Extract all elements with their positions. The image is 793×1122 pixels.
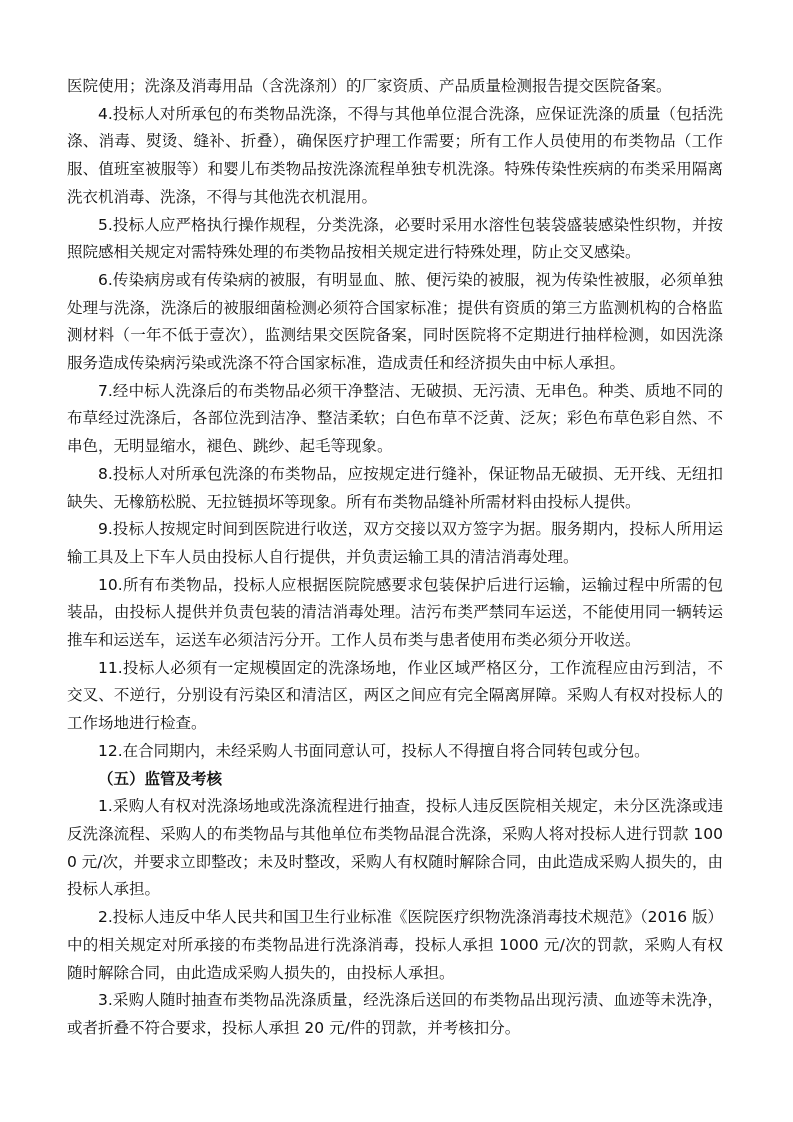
paragraph-item-5: 5.投标人应严格执行操作规程，分类洗涤，必要时采用水溶性包装袋盛装感染性织物，并按照院感相关规定对需特殊处理的布类物品按相关规定进行特殊处理，防止交叉感染。: [67, 215, 723, 262]
paragraph-item-6: 6.传染病房或有传染病的被服，有明显血、脓、便污染的被服，视为传染性被服，必须单独处理与洗涤，洗涤后的被服细菌检测必须符合国家标准；提供有资质的第三方监测机构的合格监测材料（一年不低于壹次），监测结果交医院备案，同时医院将不定期进行抽样检测，如因洗涤服务造成传染病污染或洗涤不符合国家标准，造成责任和经济损失由中标人承担。: [67, 270, 723, 373]
paragraph-item-12: 12.在合同期内，未经采购人书面同意认可，投标人不得擅自将合同转包或分包。: [98, 741, 650, 760]
paragraph-item-8: 8.投标人对所承包洗涤的布类物品，应按规定进行缝补，保证物品无破损、无开线、无纽扣缺失、无橡筋松脱、无拉链损坏等现象。所有布类物品缝补所需材料由投标人提供。: [67, 464, 723, 511]
paragraph-continuation: 医院使用；洗涤及消毒用品（含洗涤剂）的厂家资质、产品质量检测报告提交医院备案。: [67, 77, 672, 95]
section-paragraph-3: 3.采购人随时抽查布类物品洗涤质量，经洗涤后送回的布类物品出现污渍、血迹等未洗净，或者折叠不符合要求，投标人承担 20 元/件的罚款，并考核扣分。: [67, 991, 723, 1037]
paragraph-item-10: 10.所有布类物品，投标人应根据医院院感要求包装保护后进行运输，运输过程中所需的包装品，由投标人提供并负责包装的清洁消毒处理。洁污布类严禁同车运送，不能使用同一辆转运推车和运送车，运送车必须洁污分开。工作人员布类与患者使用布类必须分开收送。: [67, 575, 723, 650]
section-heading: （五）监管及考核: [98, 769, 223, 788]
paragraph-item-9: 9.投标人按规定时间到医院进行收送，双方交接以双方签字为据。服务期内，投标人所用运输工具及上下车人员由投标人自行提供，并负责运输工具的清洁消毒处理。: [67, 520, 723, 566]
paragraph-item-7: 7.经中标人洗涤后的布类物品必须干净整洁、无破损、无污渍、无串色。种类、质地不同的布草经过洗涤后，各部位洗到洁净、整洁柔软；白色布草不泛黄、泛灰；彩色布草色彩自然、不串色，无明显缩水，褪色、跳纱、起毛等现象。: [67, 381, 723, 456]
paragraph-item-4: 4.投标人对所承包的布类物品洗涤，不得与其他单位混合洗涤，应保证洗涤的质量（包括洗涤、消毒、熨烫、缝补、折叠），确保医疗护理工作需要；所有工作人员使用的布类物品（工作服、值班室被服等）和婴儿布类物品按洗涤流程单独专机洗涤。特殊传染性疾病的布类采用隔离洗衣机消毒、洗涤，不得与其他洗衣机混用。: [67, 104, 723, 206]
section-paragraph-2: 2.投标人违反中华人民共和国卫生行业标准《医院医疗织物洗涤消毒技术规范》（2016 版）中的相关规定对所承接的布类物品进行洗涤消毒，投标人承担 1000 元/次的罚款，采购人有权随时解除合同，由此造成采购人损失的，由投标人承担。: [67, 908, 723, 982]
document-body: [67, 73, 723, 1043]
section-paragraph-1: 1.采购人有权对洗涤场地或洗涤流程进行抽查，投标人违反医院相关规定，未分区洗涤或违反洗涤流程、采购人的布类物品与其他单位布类物品混合洗涤，采购人将对投标人进行罚款 1000 元/次，并要求立即整改；未及时整改，采购人有权随时解除合同，由此造成采购人损失的，由投标人承担。: [67, 797, 723, 899]
paragraph-item-11: 11.投标人必须有一定规模固定的洗涤场地，作业区域严格区分，工作流程应由污到洁，不交叉、不逆行，分别设有污染区和清洁区，两区之间应有完全隔离屏障。采购人有权对投标人的工作场地进行检查。: [67, 658, 723, 733]
